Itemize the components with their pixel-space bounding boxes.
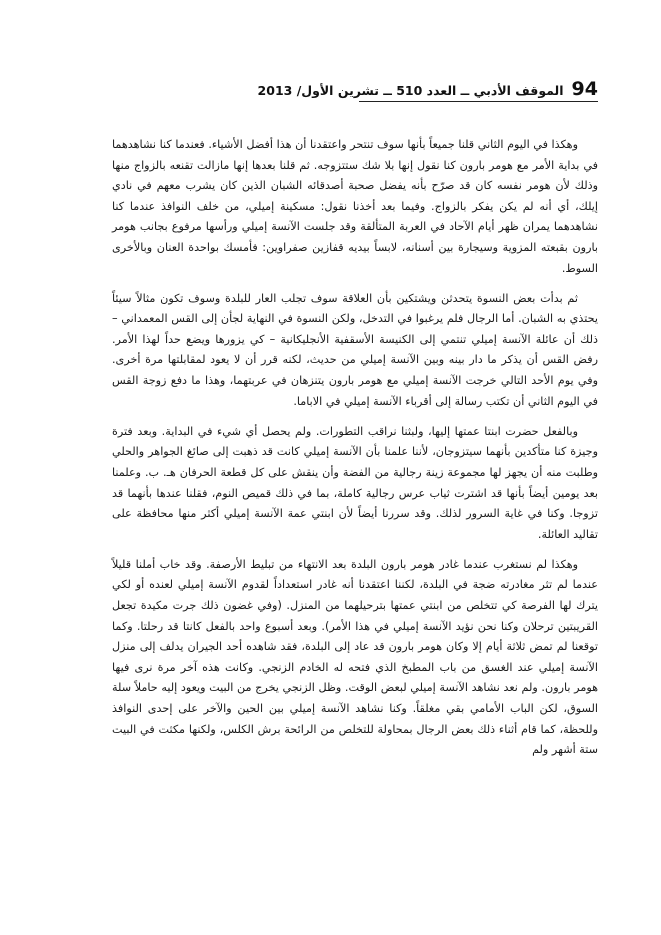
- header-title: الموقف الأدبي ــ العدد 510 ــ تشرين الأول/ 2013: [257, 83, 564, 98]
- paragraph-4: وهكذا لم نستغرب عندما غادر هومر بارون البلدة بعد الانتهاء من تبليط الأرصفة. وقد خاب أملنا قليلاً عندما لم تثر مغادرته ضجة في البلدة، لكننا اعتقدنا أنه غادر استعداداً لقدوم الآنسة إميلي لعنده أو لكي يترك لها الفرصة كي تتخلص من ابنتي عمتها بترحيلهما من المنزل. (وفي غضون ذلك جرت مكيدة تجعل القريبتين ترحلان وكنا نحن نؤيد الآنسة إميلي في هذا الأمر). وبعد أسبوع واحد بالفعل كانتا قد رحلتا. وكما توقعنا لم تمض ثلاثة أيام إلا وكان هومر بارون قد عاد إلى البلدة، فقد شاهده أحد الجيران يدلف إلى منزل الآنسة إميلي عند الغسق من باب المطبخ الذي فتحه له الخادم الزنجي. وكانت هذه آخر مرة نرى فيها هومر بارون. ولم نعد نشاهد الآنسة إميلي لبعض الوقت. وظل الزنجي يخرج من البيت ويعود إليه حاملاً سلة السوق، لكن الباب الأمامي بقي مغلقاً. وكنا نشاهد الآنسة إميلي بين الحين والآخر على إحدى النوافذ وللحظة، كما قام أثناء ذلك بعض الرجال بمحاولة للتخلص من الرائحة برش الكلس، ولكنها مكثت في البيت ستة أشهر ولم: [112, 557, 598, 757]
- paragraph-1: وهكذا في اليوم الثاني قلنا جميعاً بأنها سوف تنتحر واعتقدنا أن هذا أفضل الأشياء. فعندما كنا نشاهدهما في بداية الأمر مع هومر بارون كنا نقول إنها بلا شك ستتزوجه. ثم قلنا بعدها إنها مازالت تقنعه بالزواج منها وذلك لأن هومر نفسه كان قد صرّح بأنه يفضل صحبة أصدقائه الشبان الذين كان يشرب معهم في نادي إيلك، أي أنه لم يكن يفكر بالزواج. وفيما بعد أخذنا نقول: مسكينة إميلي، من خلف النوافذ عندما كنا نشاهدهما يمران ظهر أيام الآحاد في العربة المتألقة وقد جلست الآنسة إميلي ورأسها مرفوع بجانب هومر بارون بقبعته المزوية وسيجارة بين أسنانه، لابساً بيديه قفازين صفراوين: فأمسك بواحدة العنان وبالأخرى السوط.: [112, 138, 598, 275]
- header-rule: [359, 101, 598, 102]
- paragraph-2: ثم بدأت بعض النسوة يتحدثن ويشتكين بأن العلاقة سوف تجلب العار للبلدة وسوف تكون مثالاً سيئاً يحتذي به الشبان. أما الرجال فلم يرغبوا في التدخل، ولكن النسوة في النهاية لجأن إلى القس المعمداني – ذلك أن عائلة الآنسة إميلي تنتمي إلى الكنيسة الأسقفية الأنجليكانية – كي يزورها ويضع حداً لهذا الأمر. رفض القس أن يذكر ما دار بينه وبين الآنسة إميلي من حديث، لكنه قرر أن لا يعود لمقابلتها مرة أخرى. وفي يوم الأحد التالي خرجت الآنسة إميلي مع هومر بارون يتنزهان في عربتهما، وهذا ما دفع زوجة القس في اليوم الثاني أن تكتب رسالة إلى أقرباء الآنسة إميلي في الاباما.: [112, 291, 598, 408]
- page-number: 94: [571, 78, 598, 100]
- running-header: [257, 74, 598, 100]
- article-body: [112, 135, 598, 770]
- paragraph-3: وبالفعل حضرت ابنتا عمتها إليها، ولبثنا نراقب التطورات. ولم يحصل أي شيء في البداية. وبعد فترة وجيزة كنا متأكدين بأنهما سيتزوجان، لأننا علمنا بأن الآنسة إميلي كانت قد ذهبت إلى صائغ الجواهر والحلي وطلبت منه أن يجهز لها مجموعة زينة رجالية من الفضة وأن ينقش على كل قطعة الحرفان هـ. ب. وعلمنا بعد يومين أيضاً بأنها قد اشترت ثياب عرس رجالية كاملة، بما في ذلك قميص النوم، فقلنا عندها بأنهما قد تزوجا. وكنا في غاية السرور لذلك. وقد سررنا أيضاً لأن ابنتي عمة الآنسة إميلي أكثر منها محافظة على تقاليد العائلة.: [112, 424, 598, 541]
